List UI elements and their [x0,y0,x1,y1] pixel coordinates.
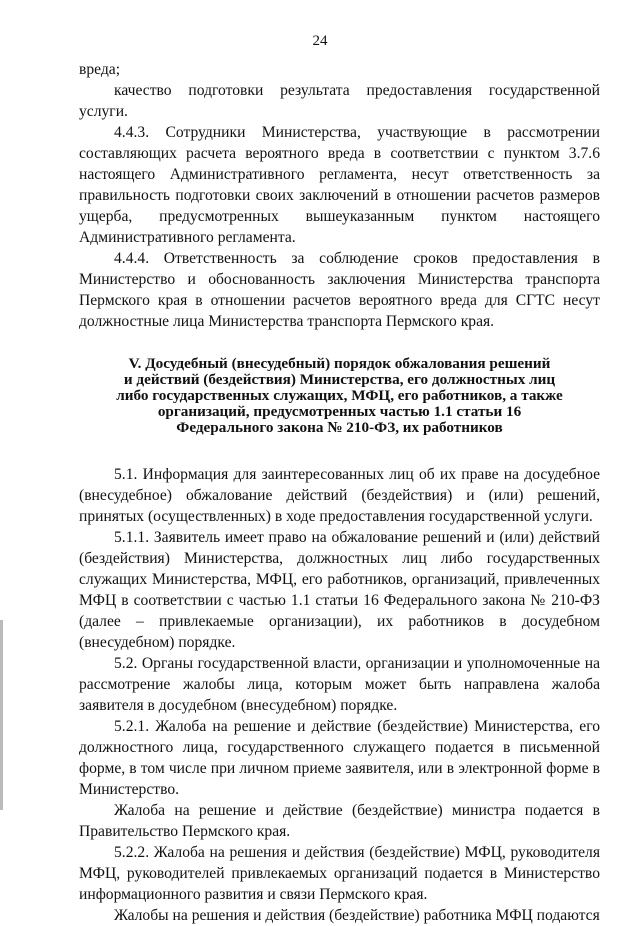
scan-edge-shadow [0,620,3,810]
section-title-line: либо государственных служащих, МФЦ, его работников, а также [116,387,563,404]
paragraph-minister-complaint: Жалоба на решение и действие (бездействие) министра подается в Правительство Пермского края. [79,802,600,840]
paragraph-5-1: 5.1. Информация для заинтересованных лиц об их праве на досудебное (внесудебное) обжалование действий (бездействия) и (или) решений, принятых (осуществленных) в ходе предоставления государственной услуги. [79,466,600,525]
paragraph-5-2: 5.2. Органы государственной власти, организации и уполномоченные на рассмотрение жалобы лица, которым может быть направлена жалоба заявителя в досудебном (внесудебном) порядке. [79,655,600,714]
section-title-line: организаций, предусмотренных частью 1.1 статьи 16 [157,403,522,420]
paragraph-5-1-1: 5.1.1. Заявитель имеет право на обжалование решений и (или) действий (бездействия) Министерства, должностных лиц либо государственных служащих Министерства, МФЦ, его работников, организаций, привлеченных МФЦ в соответствии с частью 1.1 статьи 16 Федерального закона № 210-ФЗ (далее – привлекаемые организации), их работников в досудебном (внесудебном) порядке. [79,529,600,651]
document-body [79,59,600,926]
paragraph-5-2-2: 5.2.2. Жалоба на решения и действия (бездействие) МФЦ, руководителя МФЦ, руководителей привлекаемых организаций подается в Министерство информационного развития и связи Пермского края. [79,844,600,903]
section-v-title [79,356,600,436]
paragraph-mfc-worker: Жалобы на решения и действия (бездействие) работника МФЦ подаются [114,907,600,924]
paragraph-quality: качество подготовки результата предоставления государственной услуги. [79,82,600,120]
section-title-line: и действий (бездействия) Министерства, его должностных лиц [123,371,556,388]
section-title-line: Федерального закона № 210-ФЗ, их работников [176,419,503,436]
paragraph-4-4-4: 4.4.4. Ответственность за соблюдение сроков предоставления в Министерство и обоснованность заключения Министерства транспорта Пермского края в отношении расчетов вероятного вреда для СГТС несут должностные лица Министерства транспорта Пермского края. [79,250,600,330]
paragraph-continuation: вреда; [79,61,121,78]
paragraph-5-2-1: 5.2.1. Жалоба на решение и действие (бездействие) Министерства, его должностного лица, государственного служащего подается в письменной форме, в том числе при личном приеме заявителя, или в электронной форме в Министерство. [79,718,600,798]
section-title-line: V. Досудебный (внесудебный) порядок обжалования решений [128,355,551,372]
paragraph-4-4-3: 4.4.3. Сотрудники Министерства, участвующие в рассмотрении составляющих расчета вероятного вреда в соответствии с пунктом 3.7.6 настоящего Административного регламента, несут ответственность за правильность подготовки своих заключений в отношении расчетов размеров ущерба, предусмотренных вышеуказанным пунктом настоящего Административного регламента. [79,124,600,246]
page-number: 24 [312,33,328,49]
